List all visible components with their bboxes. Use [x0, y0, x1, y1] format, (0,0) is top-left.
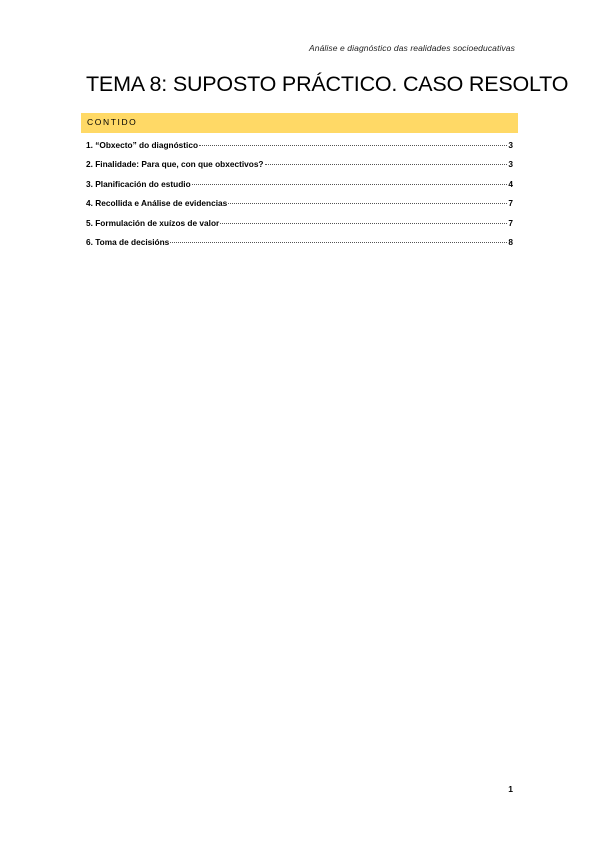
- toc-entry[interactable]: [86, 218, 513, 237]
- toc-heading-banner: [81, 113, 518, 133]
- toc-entry-title: 1. “Obxecto” do diagnóstico: [86, 140, 199, 150]
- toc-entry-page: 4: [508, 178, 513, 189]
- toc-dot-leader: [228, 203, 507, 204]
- page-number: 1: [508, 784, 513, 794]
- toc-entry[interactable]: [86, 140, 513, 159]
- running-header: Análise e diagnóstico das realidades socioeducativas: [308, 43, 515, 53]
- toc-entry-page: 7: [508, 217, 513, 228]
- table-of-contents: [86, 140, 513, 256]
- toc-entry-title: 4. Recollida e Análise de evidencias: [86, 198, 228, 209]
- toc-entry-title: 3. Planificación do estudio: [86, 178, 191, 189]
- toc-entry-page: 3: [508, 159, 513, 170]
- toc-heading: CONTIDO: [87, 117, 138, 127]
- toc-entry[interactable]: [86, 159, 513, 178]
- toc-dot-leader: [199, 145, 507, 146]
- toc-entry[interactable]: [86, 198, 513, 217]
- toc-entry-page: 8: [508, 236, 513, 247]
- toc-dot-leader: [170, 242, 507, 243]
- toc-entry-page: 3: [508, 140, 513, 150]
- toc-entry-title: 5. Formulación de xuízos de valor: [86, 217, 220, 228]
- toc-entry-page: 7: [508, 198, 513, 209]
- toc-dot-leader: [265, 164, 508, 165]
- toc-entry-title: 6. Toma de decisións: [86, 236, 170, 247]
- toc-entry[interactable]: [86, 179, 513, 198]
- toc-dot-leader: [192, 184, 508, 185]
- page-title: TEMA 8: SUPOSTO PRÁCTICO. CASO RESOLTO: [86, 72, 569, 96]
- toc-entry-title: 2. Finalidade: Para que, con que obxectivos?: [86, 159, 264, 170]
- toc-entry[interactable]: [86, 237, 513, 256]
- toc-dot-leader: [220, 223, 507, 224]
